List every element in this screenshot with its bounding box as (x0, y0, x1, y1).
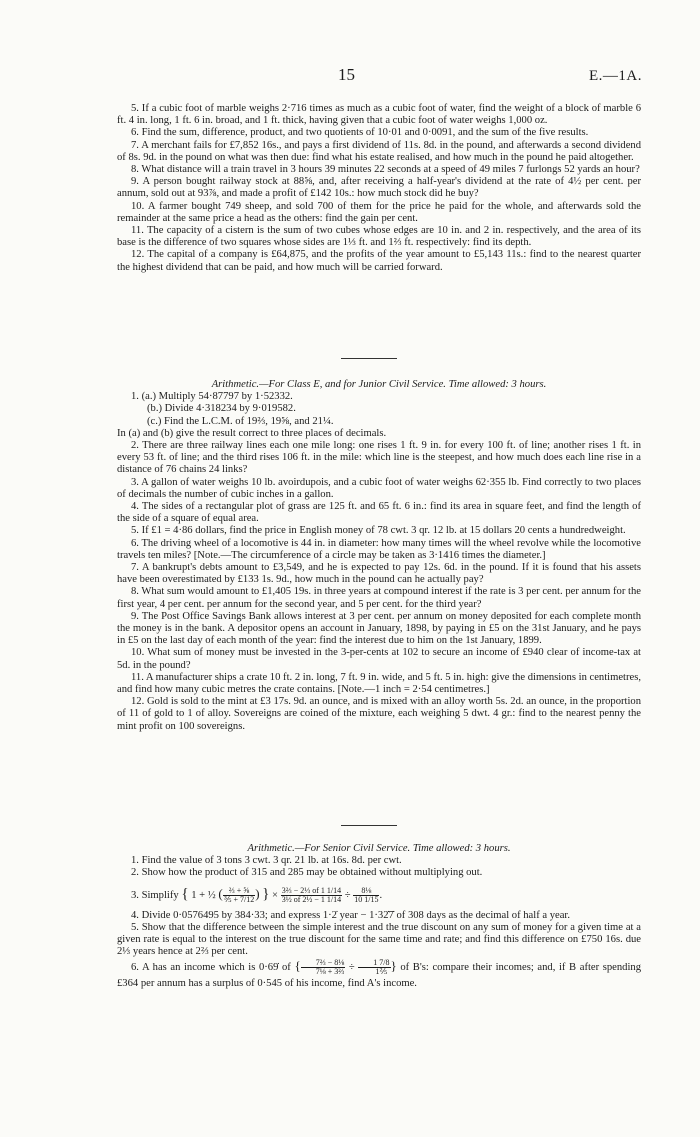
question-4: 4. Divide 0·0576495 by 384·33; and express 1·2̇ year − 1·32̇7̇ of 308 days as the decimal of half a year. (131, 909, 571, 921)
question-3-label: 3. Simplify (131, 889, 179, 901)
question-4: 4. The sides of a rectangular plot of grass are 125 ft. and 65 ft. 6 in.: find its area in square feet, and find the length of the side of a square of equal area. (117, 501, 641, 525)
section-continued-questions (117, 103, 641, 274)
question-12: 12. Gold is sold to the mint at £3 17s. 9d. an ounce, and is mixed with an alloy worth 5s. 2d. an ounce, in the proportion of 11 of gold to 1 of alloy. Sovereigns are coined of the mixture, each weighing 5 dwt. 4 gr.: find to the nearest penny the mint profit on 100 sovereigns. (117, 696, 641, 732)
section-divider (341, 358, 397, 359)
question-1b: (b.) Divide 4·318234 by 9·019582. (147, 403, 296, 415)
section-senior-civil-service (117, 843, 641, 991)
question-1c: (c.) Find the L.C.M. of 19⅔, 19⅝, and 21¼. (147, 415, 334, 427)
section-divider (341, 825, 397, 826)
section-heading: Arithmetic.—For Senior Civil Service. Time allowed: 3 hours. (247, 843, 511, 854)
question-9: 9. The Post Office Savings Bank allows interest at 3 per cent. per annum on money deposited for each complete month the money is in the bank. A depositor opens an account in January, 1898, by paying in £5 on the 31st January, and he pays in £5 on the last day of each month of the year: find the interest due to him on the 1st January, 1899. (117, 610, 641, 647)
question-9: 9. A person bought railway stock at 88⅝, and, after receiving a half-year's dividend at the rate of 4½ per cent. per annum, sold out at 93⅞, and made a profit of £142 10s.: how much stock did he buy? (117, 176, 641, 200)
question-7: 7. A bankrupt's debts amount to £3,549, and he is expected to pay 12s. 6d. in the pound. If it is found that his assets have been overestimated by £133 1s. 9d., how much in the pound can he actually pay? (117, 562, 641, 586)
question-6: 6. A has an income which is 0·69̇ of { $\frac{\text{7⅔ − 8⅛}}{\text{7⅛ + 3⅔}}$ ÷ $\frac{1 7/8}{\text{1⅖}}$ } of B's: compare their incomes; and, if B after spending £364 per annum has a surplus of 0·545 of his income, find A's income. (117, 958, 642, 990)
page-number: 15 (338, 65, 355, 84)
section-junior-civil-service (117, 379, 641, 733)
question-1a: 1. (a.) Multiply 54·87797 by 1·52332. (131, 391, 293, 403)
question-3: 3. A gallon of water weighs 10 lb. avoirdupois, and a cubic foot of water weighs 62·355 lb. Find correctly to two places of decimals the number of cubic inches in a gallon. (117, 476, 641, 500)
question-10: 10. A farmer bought 749 sheep, and sold 700 of them for the price he paid for the whole, and afterwards sold the remainder at the same price a head as the others: find the gain per cent. (117, 200, 641, 224)
question-6: 6. Find the sum, difference, product, and two quotients of 10·01 and 0·0091, and the sum of the five results. (131, 127, 589, 139)
question-3-expression: 3. Simplify { 1 + ½ ( $\frac{\text{⅔ + ⅝}}{\text{⅗ + 7/12}}$ ) } × $\frac{\text{3⅔ − 2⅓ of 1 1/14}}{\text{3½ of 2½ − 1 1/14}}$ ÷ $\frac{\text{8⅛}}{10 1/15}$ . (131, 885, 383, 904)
question-1: 1. Find the value of 3 tons 3 cwt. 3 qr. 21 lb. at 16s. 8d. per cwt. (131, 855, 402, 867)
question-8: 8. What distance will a train travel in 3 hours 39 minutes 22 seconds at a speed of 49 miles 7 furlongs 52 yards an hour? (131, 164, 640, 176)
question-5: 5. Show that the difference between the simple interest and the true discount on any sum of money for a given time at a given rate is equal to the interest on the true discount for the same time and rate; and find this difference on £750 16s. due 2⅓ years hence at 2⅔ per cent. (117, 921, 641, 958)
question-5: 5. If £1 = 4·86 dollars, find the price in English money of 78 cwt. 3 qr. 12 lb. at 15 dollars 20 cents a hundredweight. (131, 525, 626, 537)
question-5: 5. If a cubic foot of marble weighs 2·716 times as much as a cubic foot of water, find the weight of a block of marble 6 ft. 4 in. long, 1 ft. 6 in. broad, and 1 ft. thick, having given that a cubic foot of water weighs 1,000 oz. (117, 103, 641, 127)
question-6: 6. The driving wheel of a locomotive is 44 in. in diameter: how many times will the wheel revolve while the locomotive travels ten miles? [Note.—The circumference of a circle may be taken as 3·1416 times the diameter.] (117, 537, 641, 561)
question-7: 7. A merchant fails for £7,852 16s., and pays a first dividend of 11s. 8d. in the pound, and afterwards a second dividend of 8s. 9d. in the pound on what was then due: find what his estate realised, and how much in the pound he paid altogether. (117, 139, 641, 163)
document-reference: E.—1A. (589, 68, 642, 84)
question-2: 2. Show how the product of 315 and 285 may be obtained without multiplying out. (131, 867, 483, 879)
question-11: 11. The capacity of a cistern is the sum of two cubes whose edges are 10 in. and 2 in. respectively, and the area of its base is the difference of two squares whose sides are 1⅓ ft. and 1⅔ ft. respectively: find its depth. (117, 225, 641, 249)
question-12: 12. The capital of a company is £64,875, and the profits of the year amount to £5,143 11s.: find to the nearest quarter the highest dividend that can be paid, and how much will be carried forward. (117, 249, 641, 273)
question-11: 11. A manufacturer ships a crate 10 ft. 2 in. long, 7 ft. 9 in. wide, and 5 ft. 5 in. high: give the dimensions in centimetres, and find how many cubic metres the crate contains. [Note.—1 inch = 2·54 centimetres.] (117, 671, 641, 696)
question-8: 8. What sum would amount to £1,405 19s. in three years at compound interest if the rate is 3 per cent. per annum for the first year, 4 per cent. per annum for the second year, and 5 per cent. for the third year? (117, 586, 641, 610)
question-1-note: In (a) and (b) give the result correct to three places of decimals. (117, 427, 387, 439)
question-10: 10. What sum of money must be invested in the 3-per-cents at 102 to secure an income of £940 clear of income-tax at 5d. in the pound? (117, 647, 641, 671)
question-2: 2. There are three railway lines each one mile long: one rises 1 ft. 9 in. for every 100 ft. of line; another rises 1 ft. in every 53 ft. of line; and the third rises 106 ft. in the mile: which line is the steepest, and how much does each line rise in a distance of 76 chains 24 links? (117, 440, 641, 476)
section-heading: Arithmetic.—For Class E, and for Junior Civil Service. Time allowed: 3 hours. (211, 379, 547, 390)
